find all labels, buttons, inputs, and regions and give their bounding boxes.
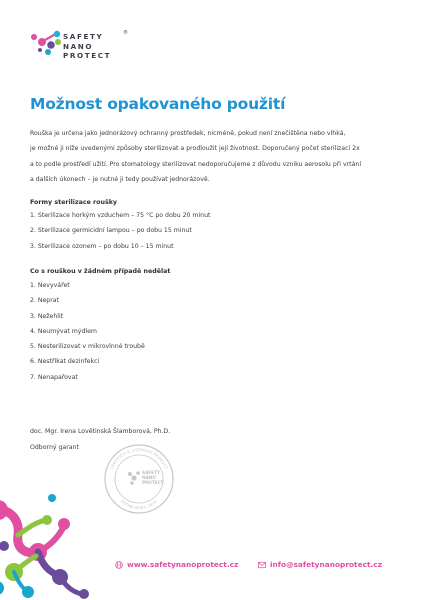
intro-line: a to podle prostředí užití. Pro stomatology sterilizovat nedoporučujeme z důvodu vzniku aerosolu při vrtání — [30, 160, 362, 168]
page-title: Možnost opakovaného použití — [30, 95, 286, 113]
list-item: 3. Nežehlit — [30, 312, 64, 320]
stamp-ring-text: CERTIFIED & LICENSED PRODUCT — [109, 447, 169, 471]
intro-paragraph — [30, 126, 395, 188]
registered-mark: ® — [123, 30, 128, 36]
sterilization-heading: Formy sterilizace roušky — [30, 199, 118, 206]
sterilization-list — [30, 208, 210, 254]
logo-line-protect: PROTECT — [63, 51, 112, 61]
stamp-brand-line: SAFETY — [142, 470, 160, 475]
decorative-molecule-graphic — [0, 480, 120, 600]
logo-line-safety: SAFETY — [63, 32, 104, 41]
logo-wordmark — [63, 30, 128, 61]
svg-text:ESTABLISHED 2020 — [120, 499, 158, 510]
list-item: 7. Nenapařovat — [30, 373, 78, 381]
list-item: 2. Neprat — [30, 297, 59, 305]
list-item: 1. Nevyvářet — [30, 282, 70, 289]
intro-line: a dalších úkonech – je nutné ji tedy používat jednorázově. — [30, 176, 210, 184]
footer-email[interactable] — [258, 560, 382, 569]
footer-website[interactable] — [115, 560, 238, 569]
email-link[interactable]: info@safetynanoprotect.cz — [270, 560, 382, 569]
stamp-brand-line: NANO — [142, 475, 156, 480]
list-item: 4. Neumývat mýdlem — [30, 327, 97, 335]
list-item: 6. Nestříkat dezinfekcí — [30, 358, 100, 366]
logo-line-nano: NANO — [63, 41, 94, 51]
list-item: 2. Sterilizace germicidní lampou – po dobu 15 minut — [30, 227, 192, 235]
website-link[interactable]: www.safetynanoprotect.cz — [127, 560, 239, 569]
stamp-brand-line: PROTECT — [142, 480, 164, 485]
intro-line: Rouška je určena jako jednorázový ochranný prostředek, nicméně, pokud není znečištěna nebo vlhká, — [30, 130, 346, 137]
list-item: 5. Nesterilizovat v mikrovlnné troubě — [30, 343, 145, 351]
donts-list — [30, 278, 145, 385]
envelope-icon — [258, 561, 266, 569]
list-item: 3. Sterilizace ozonem – po dobu 10 – 15 minut — [30, 242, 174, 250]
intro-line: je možné ji níže uvedenými způsoby sterilizovat a prodloužit její životnost. Doporučený počet sterilizací 2x — [30, 145, 360, 153]
list-item: 1. Sterilizace horkým vzduchem – 75 °C po dobu 20 minut — [30, 212, 211, 219]
stamp-established-text: ESTABLISHED 2020 — [120, 499, 158, 511]
signatory-role: Odborný garant — [30, 443, 79, 451]
signatory-name: doc. Mgr. Irena Lovětinská Šlamborová, Ph.D. — [30, 428, 171, 435]
donts-heading: Co s rouškou v žádném případě nedělat — [30, 268, 171, 275]
globe-icon — [115, 561, 123, 569]
